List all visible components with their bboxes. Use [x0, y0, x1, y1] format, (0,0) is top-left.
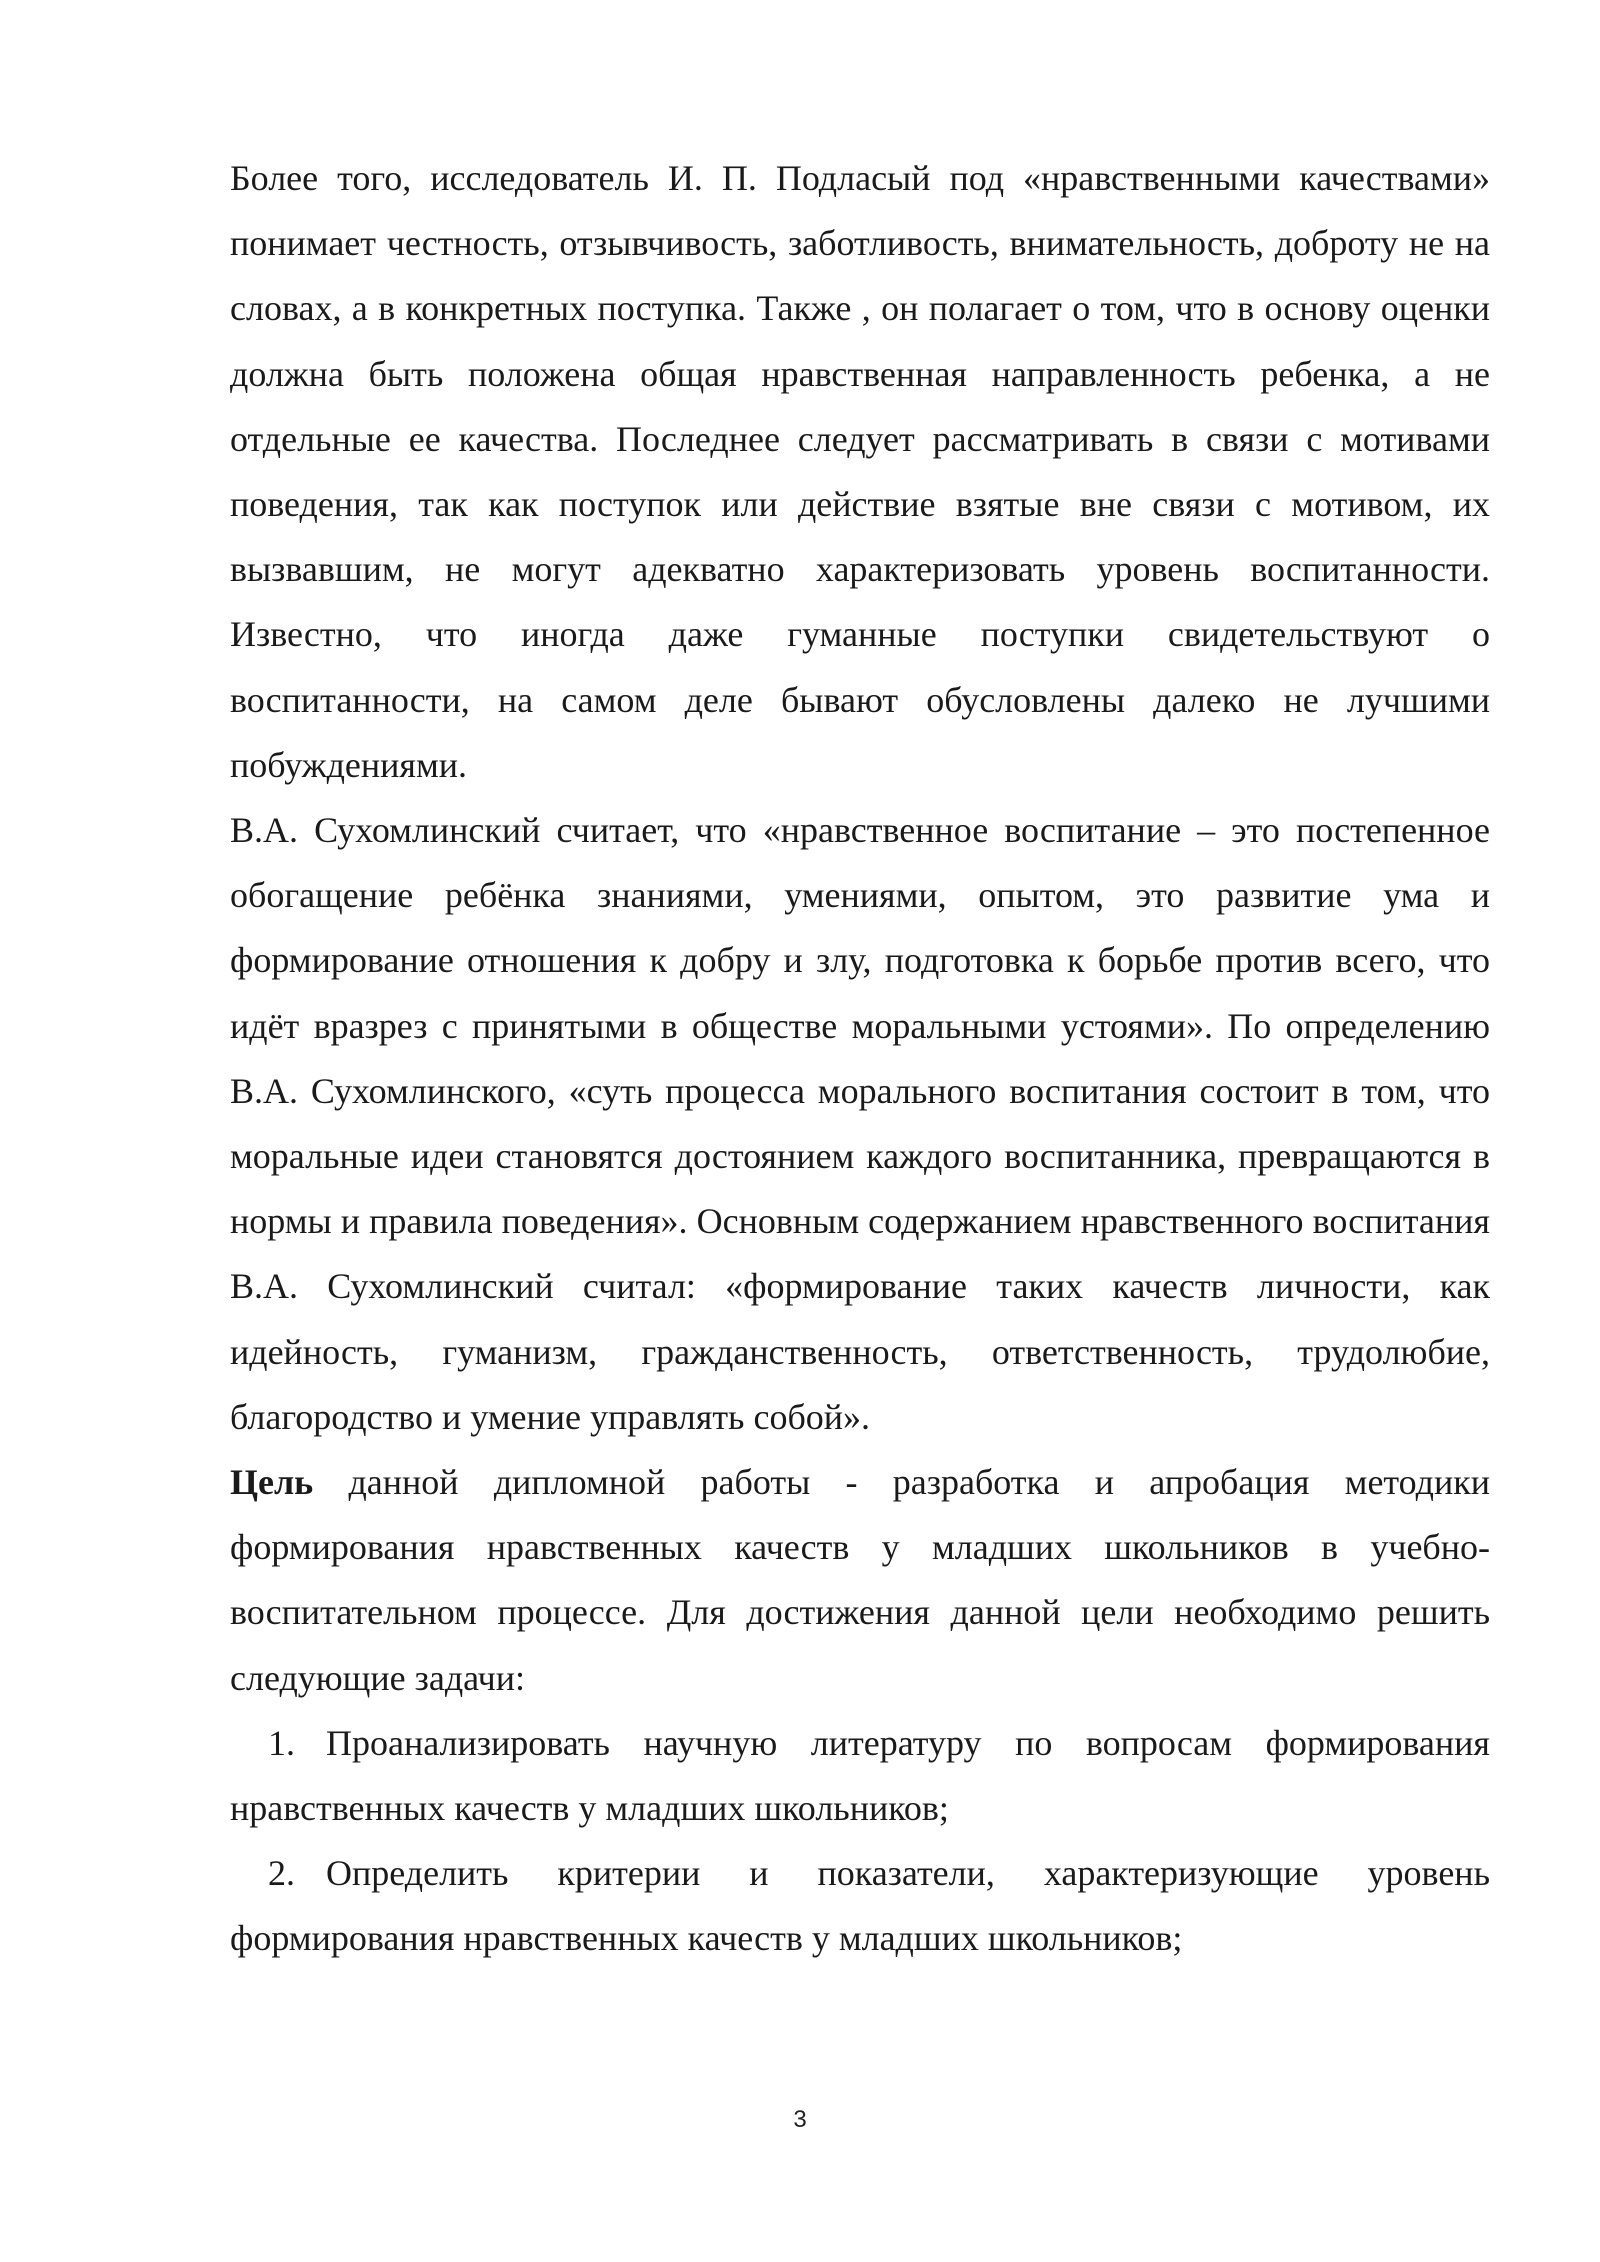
task-number: 2. — [268, 1853, 295, 1894]
task-number: 1. — [268, 1722, 295, 1763]
paragraph-podlasy: Более того, исследователь И. П. Подласый под «нравственными качествами» понимает честность, отзывчивость, заботливость, внимательность, доброту не на словах, а в конкретных поступка. Также , он полагает о том, что в основу оценки должна быть положена общая нравственная направленность ребенка, а не отдельные ее качества. Последнее следует рассматривать в связи с мотивами поведения, так как поступок или действие взятые вне связи с мотивом, их вызвавшим, не могут адекватно характеризовать уровень воспитанности. Известно, что иногда даже гуманные поступки свидетельствуют о воспитанности, на самом деле бывают обусловлены далеко не лучшими побуждениями. — [230, 158, 1490, 785]
goal-text: данной дипломной работы - разработка и апробация методики формирования нравственных качеств у младших школьников в учебно-воспитательном процессе. Для достижения данной цели необходимо решить следующие задачи: — [230, 1462, 1490, 1698]
task-item-1 — [230, 1711, 1490, 1841]
paragraph-goal — [230, 1450, 1490, 1711]
body-text — [230, 146, 1490, 1972]
goal-bold-word: Цель — [230, 1462, 314, 1503]
task-text: Проанализировать научную литературу по вопросам формирования нравственных качеств у младших школьников; — [230, 1722, 1490, 1829]
task-item-2 — [230, 1841, 1490, 1971]
task-text: Определить критерии и показатели, характеризующие уровень формирования нравственных качеств у младших школьников; — [230, 1853, 1490, 1959]
page-number: 3 — [793, 2106, 807, 2133]
paragraph-sukhomlinsky: В.А. Сухомлинский считает, что «нравственное воспитание – это постепенное обогащение ребёнка знаниями, умениями, опытом, это развитие ума и формирование отношения к добру и злу, подготовка к борьбе против всего, что идёт вразрез с принятыми в обществе моральными устоями». По определению В.А. Сухомлинского, «суть процесса морального воспитания состоит в том, что моральные идеи становятся достоянием каждого воспитанника, превращаются в нормы и правила поведения». Основным содержанием нравственного воспитания В.А. Сухомлинский считал: «формирование таких качеств личности, как идейность, гуманизм, гражданственность, ответственность, трудолюбие, благородство и умение управлять собой». — [230, 810, 1490, 1437]
